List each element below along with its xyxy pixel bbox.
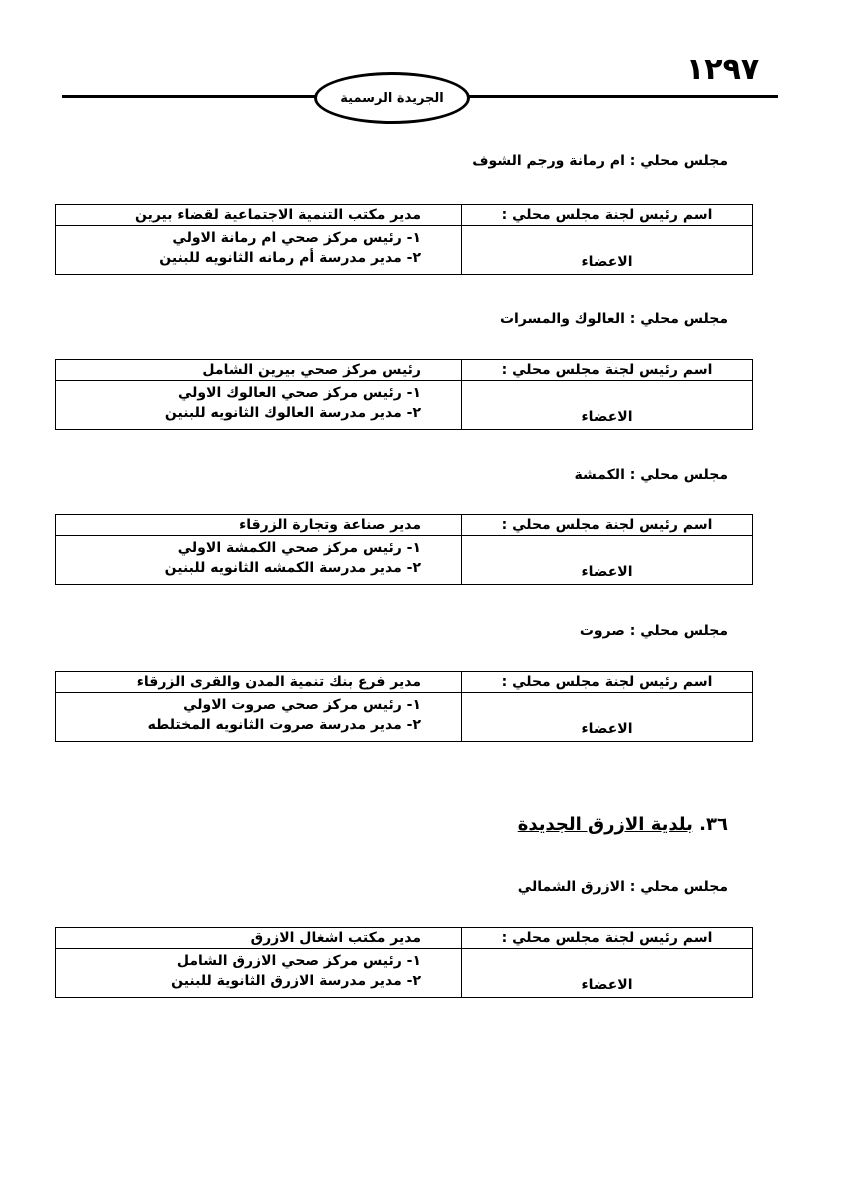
members-label: الاعضاء	[462, 381, 753, 430]
council-table	[55, 927, 753, 998]
member-item: ٢- مدير مدرسة الازرق الثانوية للبنين	[171, 973, 421, 989]
council-heading: مجلس محلي : ام رمانة ورجم الشوف	[472, 153, 728, 169]
chair-label: اسم رئيس لجنة مجلس محلي :	[462, 672, 753, 693]
member-item: ٢- مدير مدرسة العالوك الثانويه للبنين	[164, 405, 421, 421]
chair-row	[56, 360, 753, 381]
chair-value: مدير فرع بنك تنمية المدن والقرى الزرقاء	[56, 672, 462, 693]
chair-label: اسم رئيس لجنة مجلس محلي :	[462, 360, 753, 381]
member-item: ٢- مدير مدرسة أم رمانه الثانويه للبنين	[159, 250, 421, 266]
member-item: ١- رئيس مركز صحي الازرق الشامل	[176, 953, 421, 969]
member-item: ٢- مدير مدرسة صروت الثانويه المختلطه	[147, 717, 421, 733]
members-row	[56, 536, 753, 585]
members-label: الاعضاء	[462, 693, 753, 742]
chair-value: مدير مكتب التنمية الاجتماعية لقضاء بيرين	[56, 205, 462, 226]
page-number: ١٢٩٧	[686, 52, 760, 87]
member-item: ٢- مدير مدرسة الكمشه الثانويه للبنين	[164, 560, 421, 576]
council-heading: مجلس محلي : العالوك والمسرات	[499, 311, 728, 327]
council-table	[55, 204, 753, 275]
members-list	[56, 381, 462, 430]
member-item: ١- رئيس مركز صحي ام رمانة الاولي	[172, 230, 421, 246]
chair-value: رئيس مركز صحي بيرين الشامل	[56, 360, 462, 381]
chair-label: اسم رئيس لجنة مجلس محلي :	[462, 205, 753, 226]
chair-row	[56, 515, 753, 536]
chair-label: اسم رئيس لجنة مجلس محلي :	[462, 928, 753, 949]
chair-row	[56, 928, 753, 949]
council-table	[55, 671, 753, 742]
council-table	[55, 514, 753, 585]
members-row	[56, 949, 753, 998]
chair-row	[56, 672, 753, 693]
section-heading	[518, 814, 728, 835]
members-list	[56, 536, 462, 585]
section-title: بلدية الازرق الجديدة	[517, 814, 693, 835]
gazette-title-badge	[314, 72, 470, 124]
members-label: الاعضاء	[462, 949, 753, 998]
section-number: ٣٦.	[699, 814, 728, 835]
member-item: ١- رئيس مركز صحي صروت الاولي	[183, 697, 421, 713]
members-row	[56, 693, 753, 742]
members-row	[56, 226, 753, 275]
council-heading: مجلس محلي : الازرق الشمالي	[517, 879, 728, 895]
members-list	[56, 226, 462, 275]
council-table	[55, 359, 753, 430]
chair-label: اسم رئيس لجنة مجلس محلي :	[462, 515, 753, 536]
gazette-title: الجريدة الرسمية	[340, 90, 444, 106]
chair-value: مدير مكتب اشغال الازرق	[56, 928, 462, 949]
council-heading: مجلس محلي : الكمشة	[574, 467, 728, 483]
members-label: الاعضاء	[462, 226, 753, 275]
council-heading: مجلس محلي : صروت	[579, 623, 728, 639]
member-item: ١- رئيس مركز صحي الكمشة الاولي	[177, 540, 421, 556]
members-label: الاعضاء	[462, 536, 753, 585]
chair-value: مدير صناعة وتجارة الزرقاء	[56, 515, 462, 536]
members-list	[56, 949, 462, 998]
member-item: ١- رئيس مركز صحي العالوك الاولي	[178, 385, 421, 401]
chair-row	[56, 205, 753, 226]
members-list	[56, 693, 462, 742]
members-row	[56, 381, 753, 430]
